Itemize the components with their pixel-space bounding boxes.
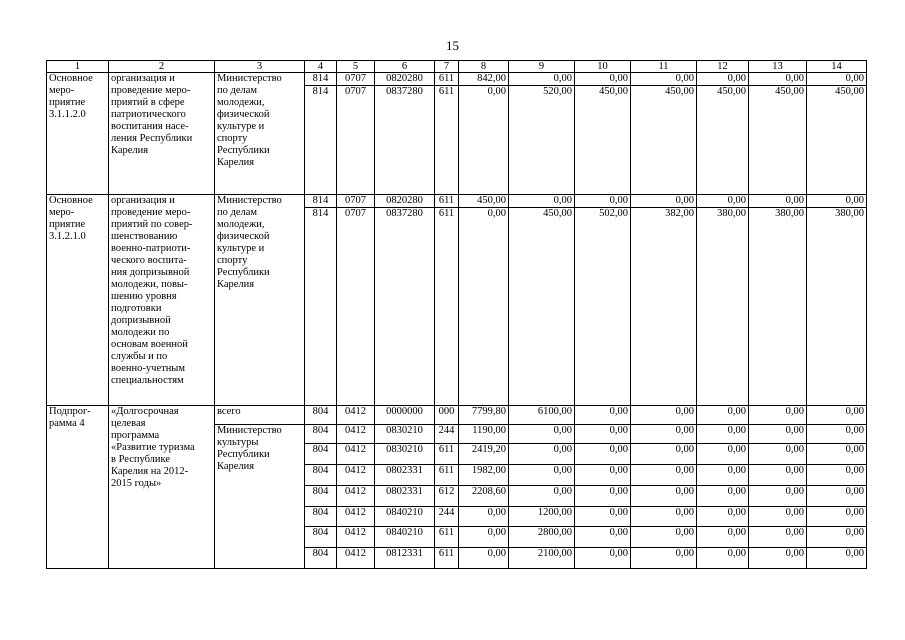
value-cell: 450,00: [459, 195, 509, 208]
value-cell: 804: [305, 548, 337, 569]
value-cell: 380,00: [807, 208, 867, 406]
value-cell: 0,00: [749, 425, 807, 444]
value-cell: 804: [305, 425, 337, 444]
value-cell: 0,00: [807, 444, 867, 465]
table-row: [47, 406, 867, 425]
value-cell: 0707: [337, 73, 375, 86]
value-cell: 804: [305, 507, 337, 527]
value-cell: 1190,00: [459, 425, 509, 444]
value-cell: 7799,80: [459, 406, 509, 425]
value-cell: 0,00: [459, 86, 509, 195]
value-cell: 0830210: [375, 444, 435, 465]
column-number-row: [47, 61, 867, 73]
value-cell: 0837280: [375, 86, 435, 195]
header-cell: 8: [459, 61, 509, 73]
header-cell: 4: [305, 61, 337, 73]
header-cell: 10: [575, 61, 631, 73]
activity-name-cell: Основное меро- приятие 3.1.1.2.0: [47, 73, 109, 195]
value-cell: 0,00: [509, 486, 575, 507]
value-cell: 0412: [337, 486, 375, 507]
value-cell: 0,00: [631, 465, 697, 486]
value-cell: 0,00: [807, 195, 867, 208]
value-cell: 0,00: [749, 548, 807, 569]
value-cell: 0,00: [807, 425, 867, 444]
header-cell: 13: [749, 61, 807, 73]
value-cell: 0,00: [697, 527, 749, 548]
header-cell: 7: [435, 61, 459, 73]
value-cell: 0,00: [749, 486, 807, 507]
value-cell: 814: [305, 195, 337, 208]
value-cell: 612: [435, 486, 459, 507]
activity-description-cell: «Долгосрочная целевая программа «Развитие туризма в Республике Карелия на 2012- 2015 годы»: [109, 406, 215, 569]
value-cell: 0,00: [697, 406, 749, 425]
value-cell: 450,00: [697, 86, 749, 195]
value-cell: 244: [435, 507, 459, 527]
value-cell: 0412: [337, 465, 375, 486]
budget-table: [46, 60, 867, 569]
header-cell: 2: [109, 61, 215, 73]
header-cell: 6: [375, 61, 435, 73]
value-cell: 382,00: [631, 208, 697, 406]
value-cell: 611: [435, 195, 459, 208]
header-cell: 11: [631, 61, 697, 73]
value-cell: 804: [305, 527, 337, 548]
value-cell: 2100,00: [509, 548, 575, 569]
value-cell: 0,00: [749, 465, 807, 486]
value-cell: 380,00: [697, 208, 749, 406]
value-cell: 611: [435, 73, 459, 86]
value-cell: 0,00: [807, 486, 867, 507]
value-cell: 0,00: [631, 548, 697, 569]
value-cell: 0,00: [749, 444, 807, 465]
value-cell: 0837280: [375, 208, 435, 406]
value-cell: 6100,00: [509, 406, 575, 425]
value-cell: 0,00: [749, 527, 807, 548]
value-cell: 611: [435, 548, 459, 569]
value-cell: 804: [305, 406, 337, 425]
value-cell: 0802331: [375, 486, 435, 507]
value-cell: 450,00: [631, 86, 697, 195]
value-cell: 450,00: [575, 86, 631, 195]
value-cell: 450,00: [749, 86, 807, 195]
value-cell: 0820280: [375, 195, 435, 208]
value-cell: 0,00: [631, 527, 697, 548]
header-cell: 1: [47, 61, 109, 73]
value-cell: 842,00: [459, 73, 509, 86]
value-cell: 0,00: [697, 548, 749, 569]
value-cell: 0,00: [749, 406, 807, 425]
value-cell: 0802331: [375, 465, 435, 486]
value-cell: 0,00: [697, 465, 749, 486]
executor-cell: Министерство по делам молодежи, физической культуре и спорту Республики Карелия: [215, 195, 305, 406]
value-cell: 0830210: [375, 425, 435, 444]
value-cell: 0,00: [575, 465, 631, 486]
value-cell: 804: [305, 486, 337, 507]
value-cell: 0,00: [459, 527, 509, 548]
header-cell: 5: [337, 61, 375, 73]
value-cell: 000: [435, 406, 459, 425]
value-cell: 0,00: [697, 486, 749, 507]
value-cell: 0,00: [631, 486, 697, 507]
value-cell: 0,00: [807, 527, 867, 548]
value-cell: 0412: [337, 406, 375, 425]
value-cell: 611: [435, 527, 459, 548]
value-cell: 520,00: [509, 86, 575, 195]
value-cell: 0820280: [375, 73, 435, 86]
value-cell: 611: [435, 444, 459, 465]
header-cell: 9: [509, 61, 575, 73]
value-cell: 0000000: [375, 406, 435, 425]
value-cell: 0,00: [575, 486, 631, 507]
value-cell: 0,00: [631, 73, 697, 86]
value-cell: 0,00: [509, 465, 575, 486]
value-cell: 0,00: [697, 73, 749, 86]
value-cell: 0,00: [575, 507, 631, 527]
value-cell: 0,00: [807, 465, 867, 486]
value-cell: 804: [305, 465, 337, 486]
value-cell: 0707: [337, 86, 375, 195]
value-cell: 1982,00: [459, 465, 509, 486]
activity-name-cell: Основное меро- приятие 3.1.2.1.0: [47, 195, 109, 406]
value-cell: 0,00: [749, 507, 807, 527]
value-cell: 0,00: [575, 527, 631, 548]
table-row: [47, 73, 867, 86]
value-cell: 502,00: [575, 208, 631, 406]
value-cell: 0812331: [375, 548, 435, 569]
value-cell: 0840210: [375, 507, 435, 527]
value-cell: 0707: [337, 195, 375, 208]
value-cell: 0,00: [631, 444, 697, 465]
value-cell: 0,00: [575, 406, 631, 425]
value-cell: 611: [435, 208, 459, 406]
activity-description-cell: организация и проведение меро- приятий в сфере патриотического воспитания насе- ления Республики Карелия: [109, 73, 215, 195]
value-cell: 0707: [337, 208, 375, 406]
header-cell: 12: [697, 61, 749, 73]
value-cell: 0,00: [631, 406, 697, 425]
value-cell: 0412: [337, 425, 375, 444]
value-cell: 0840210: [375, 527, 435, 548]
executor-cell: Министерство по делам молодежи, физической культуре и спорту Республики Карелия: [215, 73, 305, 195]
value-cell: 0,00: [509, 73, 575, 86]
value-cell: 611: [435, 465, 459, 486]
value-cell: 1200,00: [509, 507, 575, 527]
value-cell: 814: [305, 73, 337, 86]
value-cell: 804: [305, 444, 337, 465]
value-cell: 0,00: [575, 548, 631, 569]
value-cell: 611: [435, 86, 459, 195]
value-cell: 0,00: [807, 507, 867, 527]
value-cell: 0412: [337, 444, 375, 465]
value-cell: 814: [305, 86, 337, 195]
executor-cell: всего: [215, 406, 305, 425]
value-cell: 0,00: [459, 548, 509, 569]
value-cell: 0,00: [807, 73, 867, 86]
value-cell: 0,00: [807, 406, 867, 425]
table-row: [47, 195, 867, 208]
page-number: 15: [446, 38, 459, 53]
value-cell: 0,00: [697, 507, 749, 527]
value-cell: 0,00: [459, 208, 509, 406]
value-cell: 244: [435, 425, 459, 444]
value-cell: 2208,60: [459, 486, 509, 507]
value-cell: 2419,20: [459, 444, 509, 465]
value-cell: 0412: [337, 548, 375, 569]
header-cell: 14: [807, 61, 867, 73]
value-cell: 0,00: [631, 425, 697, 444]
value-cell: 450,00: [807, 86, 867, 195]
value-cell: 0412: [337, 527, 375, 548]
value-cell: 0412: [337, 507, 375, 527]
value-cell: 0,00: [575, 195, 631, 208]
value-cell: 0,00: [575, 425, 631, 444]
value-cell: 0,00: [697, 195, 749, 208]
table-body: [47, 61, 867, 569]
header-cell: 3: [215, 61, 305, 73]
value-cell: 0,00: [459, 507, 509, 527]
value-cell: 380,00: [749, 208, 807, 406]
value-cell: 0,00: [631, 195, 697, 208]
value-cell: 0,00: [509, 195, 575, 208]
value-cell: 0,00: [631, 507, 697, 527]
value-cell: 0,00: [509, 444, 575, 465]
value-cell: 450,00: [509, 208, 575, 406]
value-cell: 814: [305, 208, 337, 406]
executor-cell: Министерство культуры Республики Карелия: [215, 425, 305, 569]
value-cell: 0,00: [575, 73, 631, 86]
value-cell: 0,00: [807, 548, 867, 569]
value-cell: 0,00: [749, 73, 807, 86]
value-cell: 0,00: [697, 444, 749, 465]
activity-description-cell: организация и проведение меро- приятий по совер- шенствованию военно-патриоти- ческого воспита- ния допризывной молодежи, повы- шению уровня подготовки допризывной молодежи по основам военной службы и по военно-учетным специальностям: [109, 195, 215, 406]
value-cell: 0,00: [749, 195, 807, 208]
value-cell: 0,00: [697, 425, 749, 444]
value-cell: 0,00: [509, 425, 575, 444]
value-cell: 0,00: [575, 444, 631, 465]
activity-name-cell: Подпрог- рамма 4: [47, 406, 109, 569]
value-cell: 2800,00: [509, 527, 575, 548]
